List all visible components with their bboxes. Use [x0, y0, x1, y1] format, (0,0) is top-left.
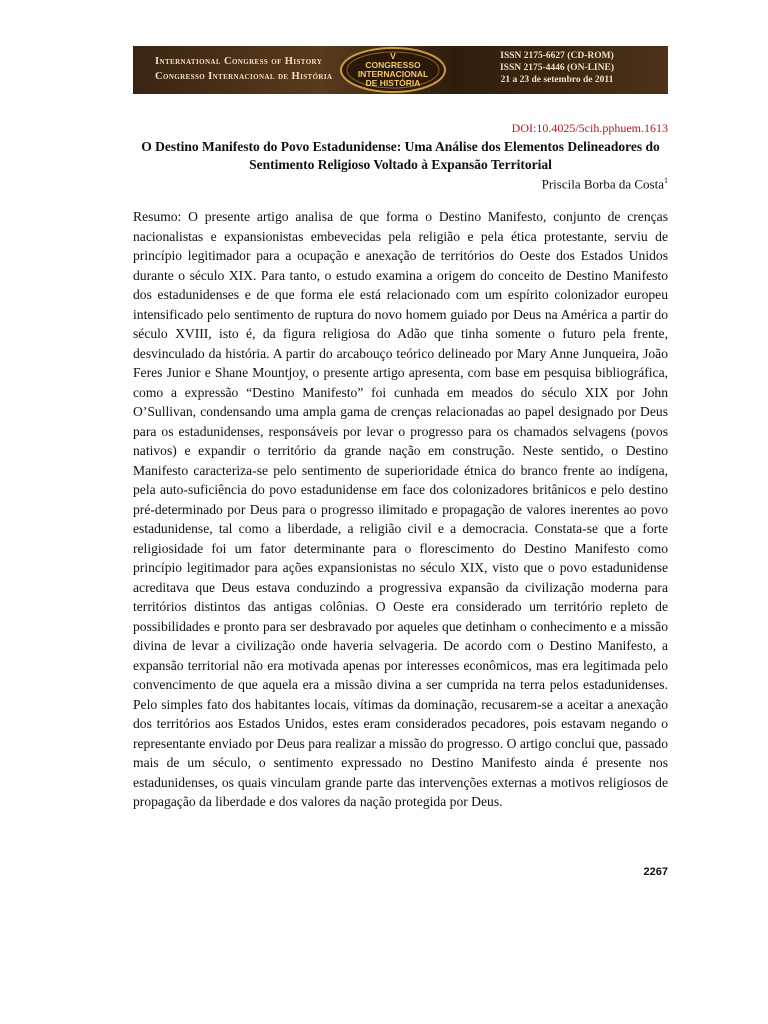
issn-cdrom: ISSN 2175-6627 (CD-ROM) [500, 51, 614, 61]
emblem-line: CONGRESSO [365, 60, 421, 70]
doi-link[interactable]: DOI:10.4025/5cih.pphuem.1613 [511, 121, 668, 135]
banner-congress-name [155, 54, 345, 84]
emblem-text [338, 52, 448, 88]
page-number: 2267 [643, 866, 668, 878]
abstract-text: Resumo: O presente artigo analisa de que forma o Destino Manifesto, conjunto de crenças nacionalistas e expansionistas embevecidas pela religião e pela ética protestante, serviu de princípio legitimador para a ocupação e anexação de territórios do Oeste dos Estados Unidos durante o século XIX. Para tanto, o estudo examina a origem do conceito de Destino Manifesto dos estadunidenses e de que forma ele está relacionado com um espírito colonizador europeu intensificado pelo sentimento de ruptura do novo homem guiado por Deus na América a partir do século XVIII, isto é, da figura religiosa do Adão que tinha somente o futuro pela frente, desvinculado da história. A partir do arcabouço teórico delineado por Mary Anne Junqueira, João Feres Junior e Shane Mountjoy, o presente artigo apresenta, com base em pesquisa bibliográfica, como a expressão “Destino Manifesto” foi cunhada em meados do século XIX por John O’Sullivan, condensando uma ampla gama de crenças relacionadas ao papel designado por Deus para os estadunidenses, responsáveis por levar o progresso para os chamados selvagens (povos nativos) e expandir o território da grande nação em construção. Neste sentido, o Destino Manifesto caracteriza-se pelo sentimento de superioridade étnica do branco frente ao indígena, pela auto-suficiência do povo estadunidense em face dos colonizadores britânicos e pelo destino pré-determinado por Deus para o progresso ilimitado e propagação de valores inerentes ao povo estadunidense, tal como a liberdade, a religião civil e a democracia. Constata-se que a forte religiosidade foi um fator determinante para o florescimento do Destino Manifesto como princípio legitimador para ações expansionistas no século XIX, visto que o povo estadunidense acreditava que Deus estava conduzindo a progressiva expansão da civilização moderna para territórios distintos das antigas colônias. O Oeste era considerado um território repleto de possibilidades e pronto para ser desbravado por aqueles que detinham o conhecimento e a missão divina de levar a civilização onde haveria selvageria. De acordo com o Destino Manifesto, a expansão territorial não era motivada apenas por interesses econômicos, mas era legitimada pelo convencimento de que aquela era a missão divina a ser cumprida na terra pelos estadunidenses. Pelo simples fato dos habitantes locais, vítimas da dominação, recusarem-se a aceitar a anexação dos territórios aos Estados Unidos, estes eram considerados pecadores, pois estavam negando o representante enviado por Deus para realizar a missão do progresso. O artigo conclui que, passado mais de um século, o sentimento expressado no Destino Manifesto ainda é presente nos estadunidenses, os quais vinculam grande parte das intervenções externas a motivos religiosos de propagação da liberdade e dos valores da nação protegida por Deus. [133, 209, 668, 809]
congress-dates: 21 a 23 de setembro de 2011 [500, 75, 614, 85]
emblem-line: DE HISTÓRIA [365, 78, 421, 88]
banner-issn-block [482, 50, 632, 86]
paper-title: O Destino Manifesto do Povo Estadunidense: Uma Análise dos Elementos Delineadores do Sentimento Religioso Voltado à Expansão Territorial [141, 139, 660, 172]
emblem-line: V [390, 51, 396, 61]
author-line [542, 176, 668, 192]
congress-emblem [338, 46, 448, 94]
emblem-line: INTERNACIONAL [357, 69, 429, 79]
author-footnote-marker: 1 [664, 176, 668, 185]
congress-banner [133, 46, 668, 94]
author-name: Priscila Borba da Costa [541, 176, 664, 192]
banner-line-portuguese: Congresso Internacional de História [155, 71, 333, 82]
banner-line-english: International Congress of History [155, 56, 323, 67]
issn-online: ISSN 2175-4446 (ON-LINE) [499, 63, 614, 73]
